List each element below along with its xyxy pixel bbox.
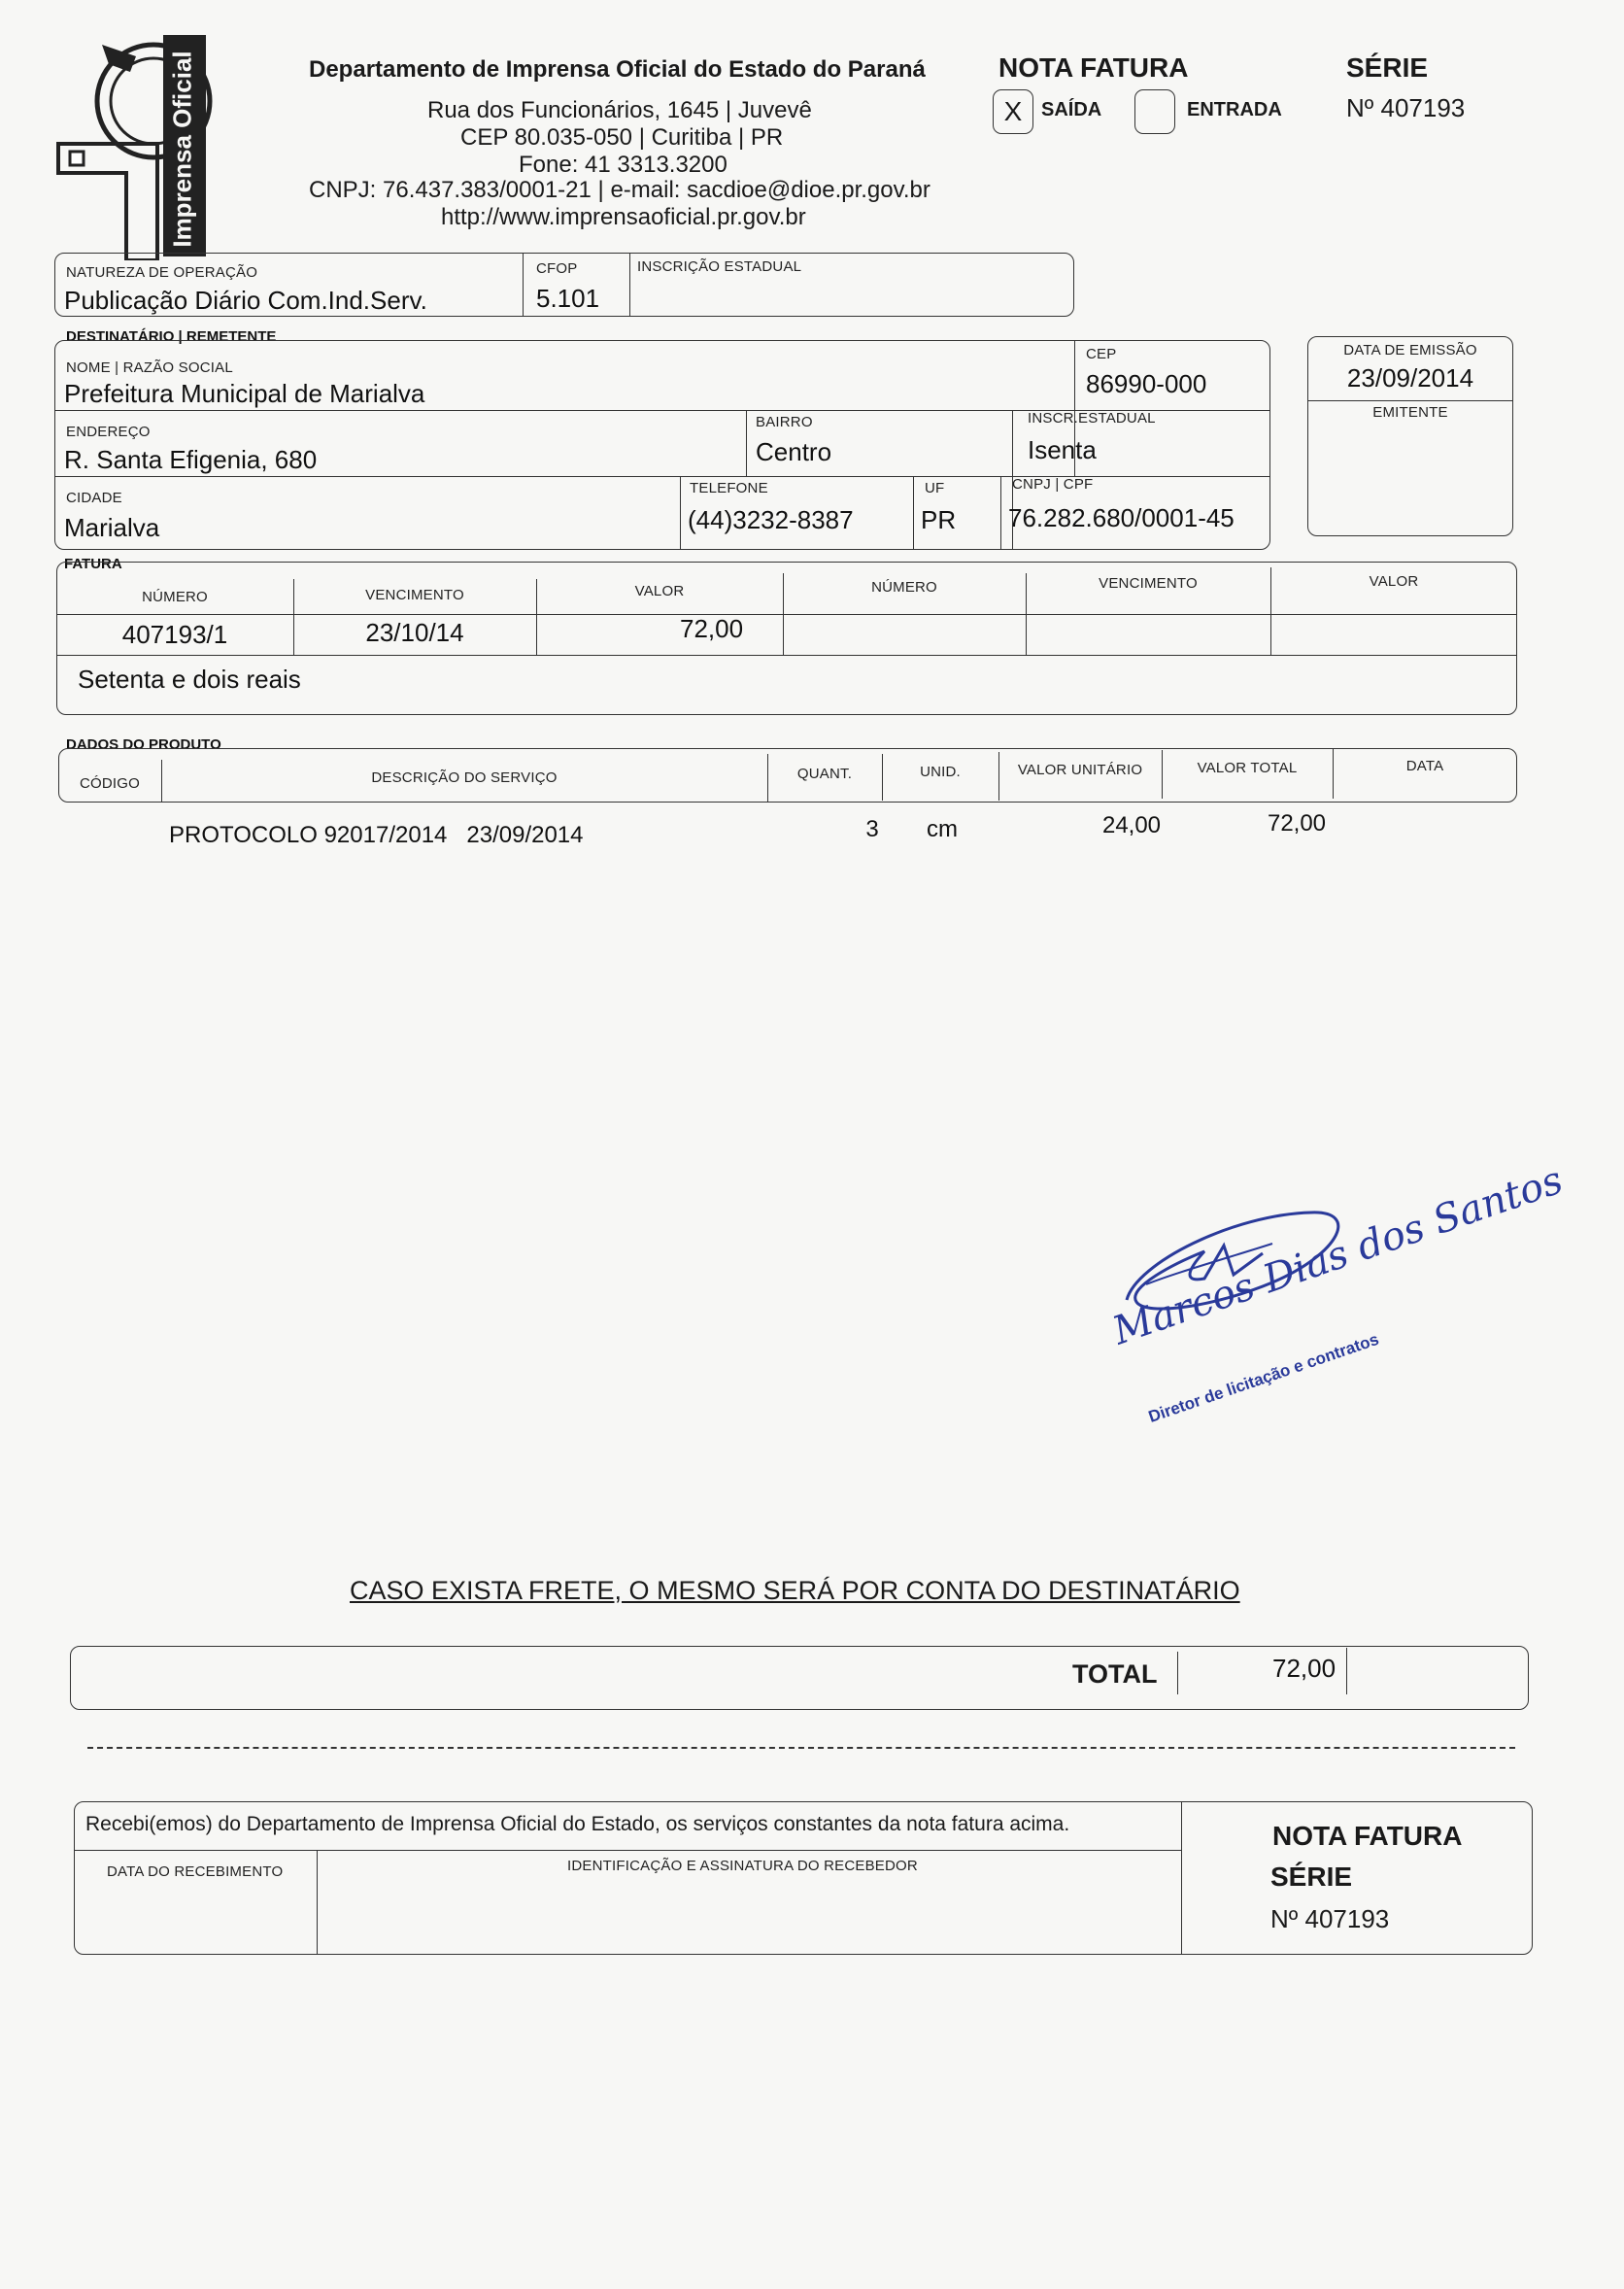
uf-label: UF	[925, 480, 945, 496]
cnpj-cpf-value: 76.282.680/0001-45	[1008, 503, 1235, 532]
produto-item-descricao: PROTOCOLO 92017/2014 23/09/2014	[169, 822, 584, 848]
cfop-value: 5.101	[536, 284, 600, 313]
receipt-serie-label: SÉRIE	[1270, 1862, 1353, 1892]
data-emissao-label: DATA DE EMISSÃO	[1343, 342, 1477, 359]
fatura-header-valor-1: VALOR	[634, 583, 685, 599]
produto-item-quant: 3	[865, 816, 879, 842]
cep-label: CEP	[1086, 346, 1117, 362]
cut-line	[87, 1747, 1515, 1749]
produto-header-codigo: CÓDIGO	[79, 775, 141, 792]
telefone-label: TELEFONE	[690, 480, 768, 496]
receipt-statement: Recebi(emos) do Departamento de Imprensa Oficial do Estado, os serviços constantes da nota fatura acima.	[85, 1813, 1070, 1835]
recipient-section-label: DESTINATÁRIO | REMETENTE	[66, 328, 277, 345]
logo	[49, 27, 248, 260]
produto-item-unid: cm	[927, 816, 958, 842]
inscr-estadual-label: INSCR.ESTADUAL	[1028, 410, 1156, 427]
nome-label: NOME | RAZÃO SOCIAL	[66, 359, 233, 376]
produto-header-data: DATA	[1405, 758, 1444, 774]
org-address-line1: Rua dos Funcionários, 1645 | Juvevê	[427, 97, 812, 123]
produto-header-valor-total: VALOR TOTAL	[1197, 760, 1298, 776]
endereco-label: ENDEREÇO	[66, 424, 151, 440]
amount-in-words: Setenta e dois reais	[78, 665, 301, 694]
bairro-value: Centro	[756, 437, 832, 466]
logo-vertical-text: Imprensa Oficial	[167, 51, 197, 248]
fatura-header-numero-1: NÚMERO	[142, 589, 208, 605]
entrada-checkbox	[1134, 89, 1175, 134]
telefone-value: (44)3232-8387	[688, 505, 854, 534]
entrada-label: ENTRADA	[1187, 99, 1282, 120]
fatura-header-vencimento-2: VENCIMENTO	[1099, 575, 1198, 592]
cfop-label: CFOP	[536, 260, 578, 277]
endereco-value: R. Santa Efigenia, 680	[64, 445, 318, 474]
fatura-valor-value: 72,00	[680, 614, 744, 643]
fatura-section-label: FATURA	[64, 556, 122, 572]
produto-section-label: DADOS DO PRODUTO	[66, 736, 221, 753]
saida-checkbox: X	[993, 89, 1033, 134]
cnpj-cpf-label: CNPJ | CPF	[1012, 476, 1094, 493]
natureza-label: NATUREZA DE OPERAÇÃO	[66, 264, 258, 281]
fatura-vencimento-value: 23/10/14	[365, 618, 464, 647]
org-name: Departamento de Imprensa Oficial do Estado do Paraná	[309, 56, 926, 83]
data-emissao-value: 23/09/2014	[1346, 363, 1474, 393]
cep-value: 86990-000	[1086, 369, 1207, 398]
serie-label: SÉRIE	[1346, 52, 1429, 83]
org-address-line2: CEP 80.035-050 | Curitiba | PR	[460, 124, 784, 151]
saida-label: SAÍDA	[1041, 99, 1102, 120]
produto-header-quant: QUANT.	[796, 766, 853, 782]
bairro-label: BAIRRO	[756, 414, 813, 430]
total-value: 72,00	[1272, 1654, 1336, 1683]
natureza-value: Publicação Diário Com.Ind.Serv.	[64, 286, 427, 315]
org-phone: Fone: 41 3313.3200	[519, 152, 727, 178]
receipt-data-label: DATA DO RECEBIMENTO	[107, 1863, 284, 1880]
org-website: http://www.imprensaoficial.pr.gov.br	[441, 204, 806, 230]
emitente-label: EMITENTE	[1372, 404, 1448, 421]
signature-name: Marcos Dias dos Santos	[1107, 1157, 1569, 1354]
freight-note: CASO EXISTA FRETE, O MESMO SERÁ POR CONTA DO DESTINATÁRIO	[350, 1576, 1240, 1605]
inscr-estadual-value: Isenta	[1028, 435, 1097, 464]
produto-item-valor-total: 72,00	[1267, 810, 1327, 837]
produto-header-unid: UNID.	[920, 764, 961, 780]
nome-value: Prefeitura Municipal de Marialva	[64, 379, 425, 408]
invoice-number: Nº 407193	[1346, 93, 1466, 122]
inscricao-estadual-label: INSCRIÇÃO ESTADUAL	[637, 258, 802, 275]
fatura-header-numero-2: NÚMERO	[871, 579, 937, 596]
fatura-numero-value: 407193/1	[121, 620, 228, 649]
org-cnpj-email: CNPJ: 76.437.383/0001-21 | e-mail: sacdioe@dioe.pr.gov.br	[309, 177, 930, 203]
receipt-nota-label: NOTA FATURA	[1272, 1821, 1463, 1851]
cidade-value: Marialva	[64, 513, 160, 542]
uf-value: PR	[921, 505, 957, 534]
produto-header-descricao: DESCRIÇÃO DO SERVIÇO	[371, 769, 558, 786]
receipt-ident-label: IDENTIFICAÇÃO E ASSINATURA DO RECEBEDOR	[567, 1858, 918, 1874]
signature-role: Diretor de licitação e contratos	[1146, 1329, 1382, 1426]
invoice-title: NOTA FATURA	[998, 52, 1189, 83]
receipt-number: Nº 407193	[1270, 1904, 1390, 1933]
fatura-header-valor-2: VALOR	[1369, 573, 1419, 590]
fatura-header-vencimento-1: VENCIMENTO	[365, 587, 464, 603]
cidade-label: CIDADE	[66, 490, 122, 506]
produto-item-valor-unitario: 24,00	[1101, 812, 1162, 838]
total-label: TOTAL	[1072, 1659, 1158, 1689]
produto-header-valor-unitario: VALOR UNITÁRIO	[1017, 762, 1143, 778]
